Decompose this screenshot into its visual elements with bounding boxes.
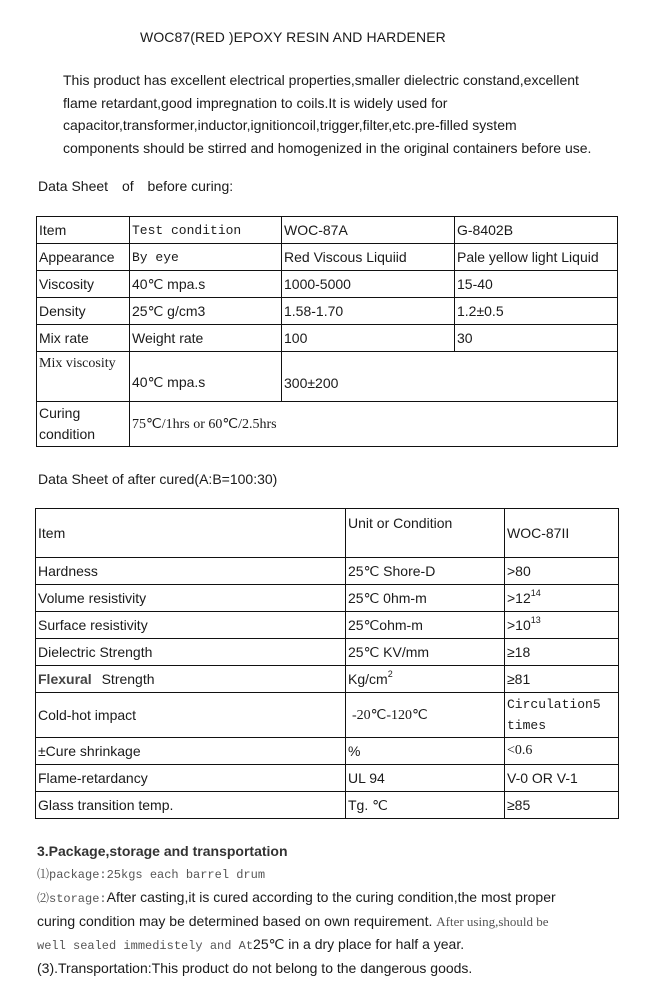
table-row [37, 325, 618, 352]
table-cell: Surface resistivity [36, 612, 346, 639]
table-cell: Glass transition temp. [36, 792, 346, 819]
table-cell: Dielectric Strength [36, 639, 346, 666]
table-cell: % [346, 738, 505, 765]
table-cell: By eye [130, 244, 282, 271]
table-cell: 1000-5000 [282, 271, 455, 298]
table-cell: Circulation5 times [505, 693, 619, 738]
table-cell: ≥18 [505, 639, 619, 666]
table-row [37, 298, 618, 325]
table-row [36, 612, 619, 639]
table-row [36, 666, 619, 693]
table-cell: 25℃ g/cm3 [130, 298, 282, 325]
table-cell: 30 [455, 325, 618, 352]
header-cell: Unit or Condition [346, 509, 505, 558]
section-body [37, 864, 637, 979]
table-cell: Mix viscosity [37, 352, 130, 402]
after-cured-table [35, 508, 619, 819]
after-cured-caption: Data Sheet of after cured(A:B=100:30) [38, 471, 278, 487]
intro-line: components should be stirred and homogenized in the original containers before use. [63, 139, 592, 156]
table-cell: 1.58-1.70 [282, 298, 455, 325]
table-cell: Flexural Strength [36, 666, 346, 693]
storage-line: well sealed immedistely and At25℃ in a dry place for half a year. [37, 936, 465, 953]
table-row [36, 792, 619, 819]
table-cell: Tg. ℃ [346, 792, 505, 819]
header-cell: WOC-87II [505, 509, 619, 558]
header-cell: WOC-87A [282, 217, 455, 244]
table-cell: >80 [505, 558, 619, 585]
table-cell: 100 [282, 325, 455, 352]
table-cell: $Kg/cm^2$ [346, 666, 505, 693]
table-cell: V-0 OR V-1 [505, 765, 619, 792]
table-row [36, 585, 619, 612]
table-header-row [36, 509, 619, 558]
intro-line: capacitor,transformer,inductor,ignitioncoil,trigger,filter,etc.pre-filled system [63, 117, 517, 133]
transport-line: (3).Transportation:This product do not belong to the dangerous goods. [37, 960, 473, 976]
table-cell: 25℃ Shore-D [346, 558, 505, 585]
table-cell: $>12^{14}$ [505, 585, 619, 612]
table-cell: Cold-hot impact [36, 693, 346, 738]
table-cell: <0.6 [505, 738, 619, 765]
header-cell: Test condition [130, 217, 282, 244]
table-cell: 1.2±0.5 [455, 298, 618, 325]
table-cell: 25℃ 0hm-m [346, 585, 505, 612]
section-heading: 3.Package,storage and transportation [37, 843, 288, 859]
table-cell: 40℃ mpa.s [130, 271, 282, 298]
table-cell: Appearance [37, 244, 130, 271]
table-cell: ≥81 [505, 666, 619, 693]
table-cell: 40℃ mpa.s [130, 352, 282, 402]
package-line: ⑴package:25kgs each barrel drum [37, 868, 266, 882]
intro-line: This product has excellent electrical properties,smaller dielectric constand,excellent [63, 72, 579, 88]
table-cell: Weight rate [130, 325, 282, 352]
table-row [36, 765, 619, 792]
table-row [37, 402, 618, 447]
table-cell: Viscosity [37, 271, 130, 298]
table-cell: Red Viscous Liquiid [282, 244, 455, 271]
table-row [37, 244, 618, 271]
table-cell: 300±200 [282, 352, 618, 402]
document-title: WOC87(RED )EPOXY RESIN AND HARDENER [140, 29, 446, 45]
table-cell: 15-40 [455, 271, 618, 298]
table-cell: UL 94 [346, 765, 505, 792]
storage-line: ⑵storage:After casting,it is cured according to the curing condition,the most proper [37, 889, 556, 906]
table-cell: 25℃ KV/mm [346, 639, 505, 666]
table-cell: -20℃-120℃ [346, 693, 505, 738]
before-curing-table [36, 216, 618, 447]
table-row [36, 639, 619, 666]
table-cell: ±Cure shrinkage [36, 738, 346, 765]
table-header-row [37, 217, 618, 244]
table-row [37, 352, 618, 402]
header-cell: Item [36, 509, 346, 558]
table-cell: Pale yellow light Liquid [455, 244, 618, 271]
storage-line: curing condition may be determined based on own requirement. After using,should be [37, 913, 549, 929]
table-row [36, 693, 619, 738]
table-cell: $>10^{13}$ [505, 612, 619, 639]
intro-paragraph [63, 69, 623, 159]
table-cell: ≥85 [505, 792, 619, 819]
header-cell: G-8402B [455, 217, 618, 244]
table-row [37, 271, 618, 298]
table-row [36, 738, 619, 765]
intro-line: flame retardant,good impregnation to coils.It is widely used for [63, 94, 448, 111]
table-row [36, 558, 619, 585]
header-cell: Item [37, 217, 130, 244]
table-cell: Flame-retardancy [36, 765, 346, 792]
table-cell: Volume resistivity [36, 585, 346, 612]
table-cell: Mix rate [37, 325, 130, 352]
table-cell: Curing condition [37, 402, 130, 447]
before-curing-caption: Data Sheet of before curing: [38, 178, 234, 194]
table-cell: 25℃ohm-m [346, 612, 505, 639]
table-cell: 75℃/1hrs or 60℃/2.5hrs [130, 402, 618, 447]
table-cell: Hardness [36, 558, 346, 585]
table-cell: Density [37, 298, 130, 325]
